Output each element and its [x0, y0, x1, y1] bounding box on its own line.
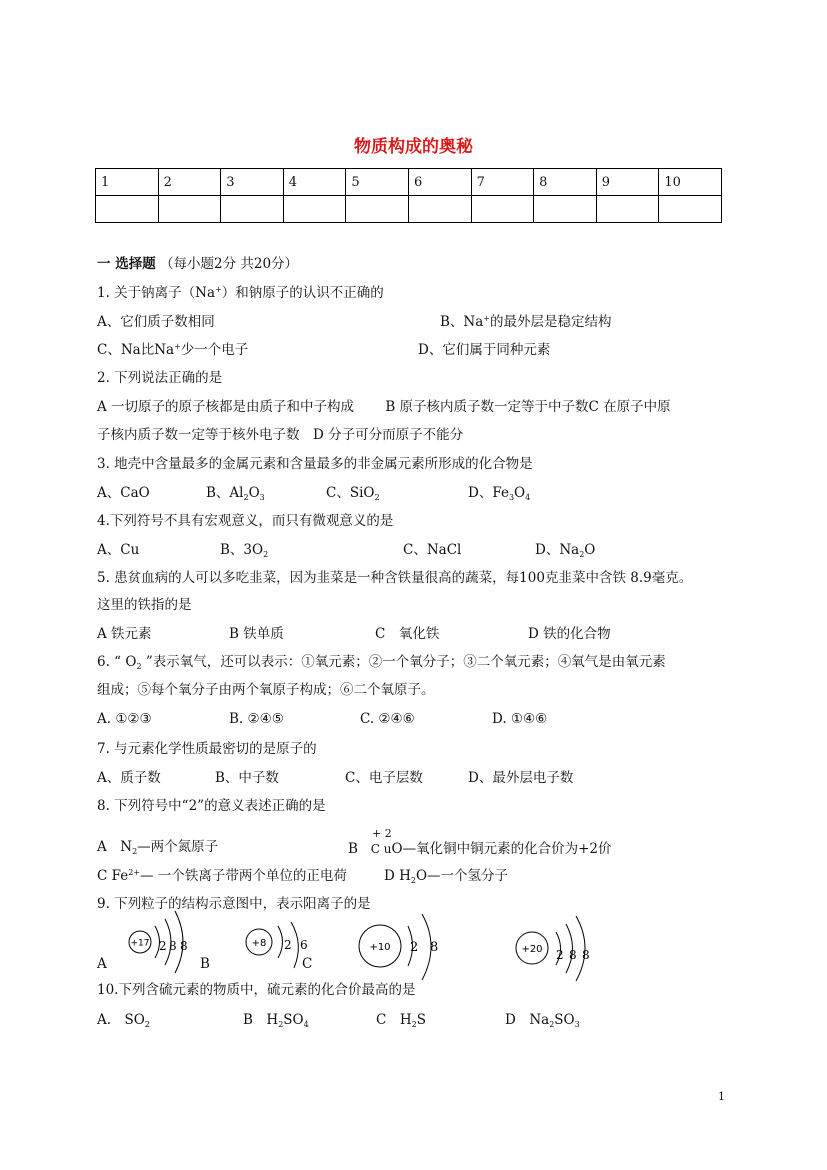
nucleus-label: +8	[251, 938, 267, 949]
q5-option-a: A 铁元素	[97, 626, 152, 642]
answer-table-blank-row	[96, 196, 722, 223]
shell-label: 2	[410, 940, 419, 955]
q7-option-b: B、中子数	[215, 770, 279, 786]
q1-option-d: D、它们属于同种元素	[418, 342, 551, 358]
q10-option-b: B $H_2SO_4$	[243, 1012, 309, 1029]
shell-label: 8	[169, 939, 177, 953]
page-title: 物质构成的奥秘	[354, 137, 473, 157]
answer-header-cell: 5	[346, 169, 409, 196]
q8-option-c: C $Fe^{2+}—$ 一个铁离子带两个单位的正电荷	[97, 868, 347, 884]
q10-stem: 10.下列含硫元素的物质中，硫元素的化合价最高的是	[97, 982, 416, 998]
q6-option-a: A. ①②③	[97, 711, 152, 727]
q8-option-b: B C uO—氧化铜中铜元素的化合价为+2价	[348, 841, 612, 857]
shell-label: 2	[556, 948, 564, 962]
shell-label: 2	[159, 939, 167, 953]
q3-stem: 3. 地壳中含量最多的金属元素和含量最多的非金属元素所形成的化合物是	[97, 456, 533, 472]
q2-stem: 2. 下列说法正确的是	[97, 370, 223, 386]
q1-option-b: B、Na+的最外层是稳定结构	[440, 314, 612, 330]
nucleus-label: +10	[369, 942, 391, 953]
shell-label: 8	[180, 939, 188, 953]
q9-option-c-label: C	[302, 956, 313, 972]
answer-header-cell: 1	[96, 169, 159, 196]
answer-header-cell: 7	[471, 169, 534, 196]
shell-label: 2	[284, 938, 292, 952]
q7-option-a: A、质子数	[97, 770, 161, 786]
q5-option-d: D 铁的化合物	[528, 626, 611, 642]
q10-option-d: D $Na_2SO_3$	[505, 1012, 580, 1029]
answer-header-cell: 4	[283, 169, 346, 196]
answer-header-cell: 3	[221, 169, 284, 196]
nucleus-label: +20	[521, 944, 543, 955]
q3-option-b: B、$Al_2O_3$	[206, 485, 265, 502]
q9-stem: 9. 下列粒子的结构示意图中，表示阳离子的是	[97, 896, 371, 912]
answer-header-cell: 9	[596, 169, 659, 196]
q1-option-a: A、它们质子数相同	[97, 314, 215, 330]
q4-option-a: A、Cu	[97, 542, 140, 558]
q6-stem-line2: 组成；⑤每个氧分子由两个氧原子构成；⑥二个氧原子。	[97, 682, 435, 698]
q7-stem: 7. 与元素化学性质最密切的是原子的	[97, 741, 317, 757]
shell-label: 8	[582, 948, 590, 962]
q1-option-c: C、Na比Na+少一个电子	[97, 342, 249, 358]
q4-stem: 4.下列符号不具有宏观意义，而只有微观意义的是	[97, 513, 394, 529]
answer-cell[interactable]	[221, 196, 284, 223]
answer-header-cell: 8	[534, 169, 597, 196]
answer-cell[interactable]	[408, 196, 471, 223]
answer-table	[95, 168, 722, 223]
section-heading	[97, 255, 298, 273]
atom-diagram-d	[512, 915, 602, 987]
shell-label: 6	[300, 938, 308, 952]
answer-header-cell: 6	[408, 169, 471, 196]
q7-option-d: D、最外层电子数	[468, 770, 574, 786]
q10-option-a: A. $SO_2$	[97, 1012, 150, 1029]
answer-cell[interactable]	[659, 196, 722, 223]
answer-header-cell: 2	[158, 169, 221, 196]
q4-option-b: B、$3O_2$	[220, 542, 269, 559]
q8-stem: 8. 下列符号中“2”的意义表述正确的是	[97, 798, 326, 814]
q7-option-c: C、电子层数	[345, 770, 423, 786]
q1-stem: 1. 关于钠离子（Na+）和钠原子的认识不正确的	[97, 285, 384, 301]
q8-option-d: D $H_2O—$一个氢分子	[384, 868, 509, 885]
q3-option-d: D、$Fe_3O_4$	[468, 485, 531, 502]
answer-cell[interactable]	[283, 196, 346, 223]
q6-stem-line1: 6. “ $O_2$ ”表示氧气，还可以表示：①氧元素；②一个氧分子；③二个氧元素；④氧气是由氧元素	[97, 654, 666, 671]
q6-option-b: B. ②④⑤	[229, 711, 284, 727]
q5-stem-line1: 5. 患贫血病的人可以多吃韭菜，因为韭菜是一种含铁量很高的蔬菜，每100克韭菜中含铁 8.9毫克。	[97, 570, 693, 586]
atom-diagram-c	[358, 912, 450, 984]
page-number: 1	[718, 1090, 725, 1103]
q9-option-b-label: B	[200, 956, 210, 972]
q4-option-d: D、$Na_2O$	[535, 542, 596, 559]
answer-cell[interactable]	[596, 196, 659, 223]
q9-option-a-label: A	[97, 956, 107, 972]
atom-diagram-a	[120, 905, 200, 975]
nucleus-label: +17	[130, 938, 150, 949]
answer-table-header-row	[96, 169, 722, 196]
answer-cell[interactable]	[471, 196, 534, 223]
answer-cell[interactable]	[534, 196, 597, 223]
q8-option-b-valence: + 2	[372, 827, 392, 840]
q2-options-line2: 子核内质子数一定等于核外电子数 D 分子可分而原子不能分	[97, 427, 464, 443]
q5-option-c: C 氧化铁	[375, 626, 440, 642]
q6-option-d: D. ①④⑥	[492, 711, 548, 727]
answer-cell[interactable]	[346, 196, 409, 223]
shell-label: 8	[569, 948, 577, 962]
q3-option-a: A、CaO	[97, 485, 150, 501]
q10-option-c: C $H_2S$	[376, 1012, 426, 1029]
q8-option-a: A $N_2—$两个氮原子	[97, 839, 219, 856]
section-title: 一 选择题	[97, 256, 156, 272]
answer-cell[interactable]	[158, 196, 221, 223]
section-note: （每小题2分 共20分）	[160, 256, 299, 272]
q2-options-line1: A 一切原子的原子核都是由质子和中子构成 B 原子核内质子数一定等于中子数C 在原子中原	[97, 399, 671, 415]
q6-option-c: C. ②④⑥	[360, 711, 415, 727]
q3-option-c: C、SiO$_2$	[326, 485, 380, 502]
answer-header-cell: 10	[659, 169, 722, 196]
shell-label: 8	[430, 940, 439, 955]
q5-stem-line2: 这里的铁指的是	[97, 597, 192, 613]
answer-cell[interactable]	[96, 196, 159, 223]
q4-option-c: C、NaCl	[403, 542, 462, 558]
q5-option-b: B 铁单质	[229, 626, 284, 642]
